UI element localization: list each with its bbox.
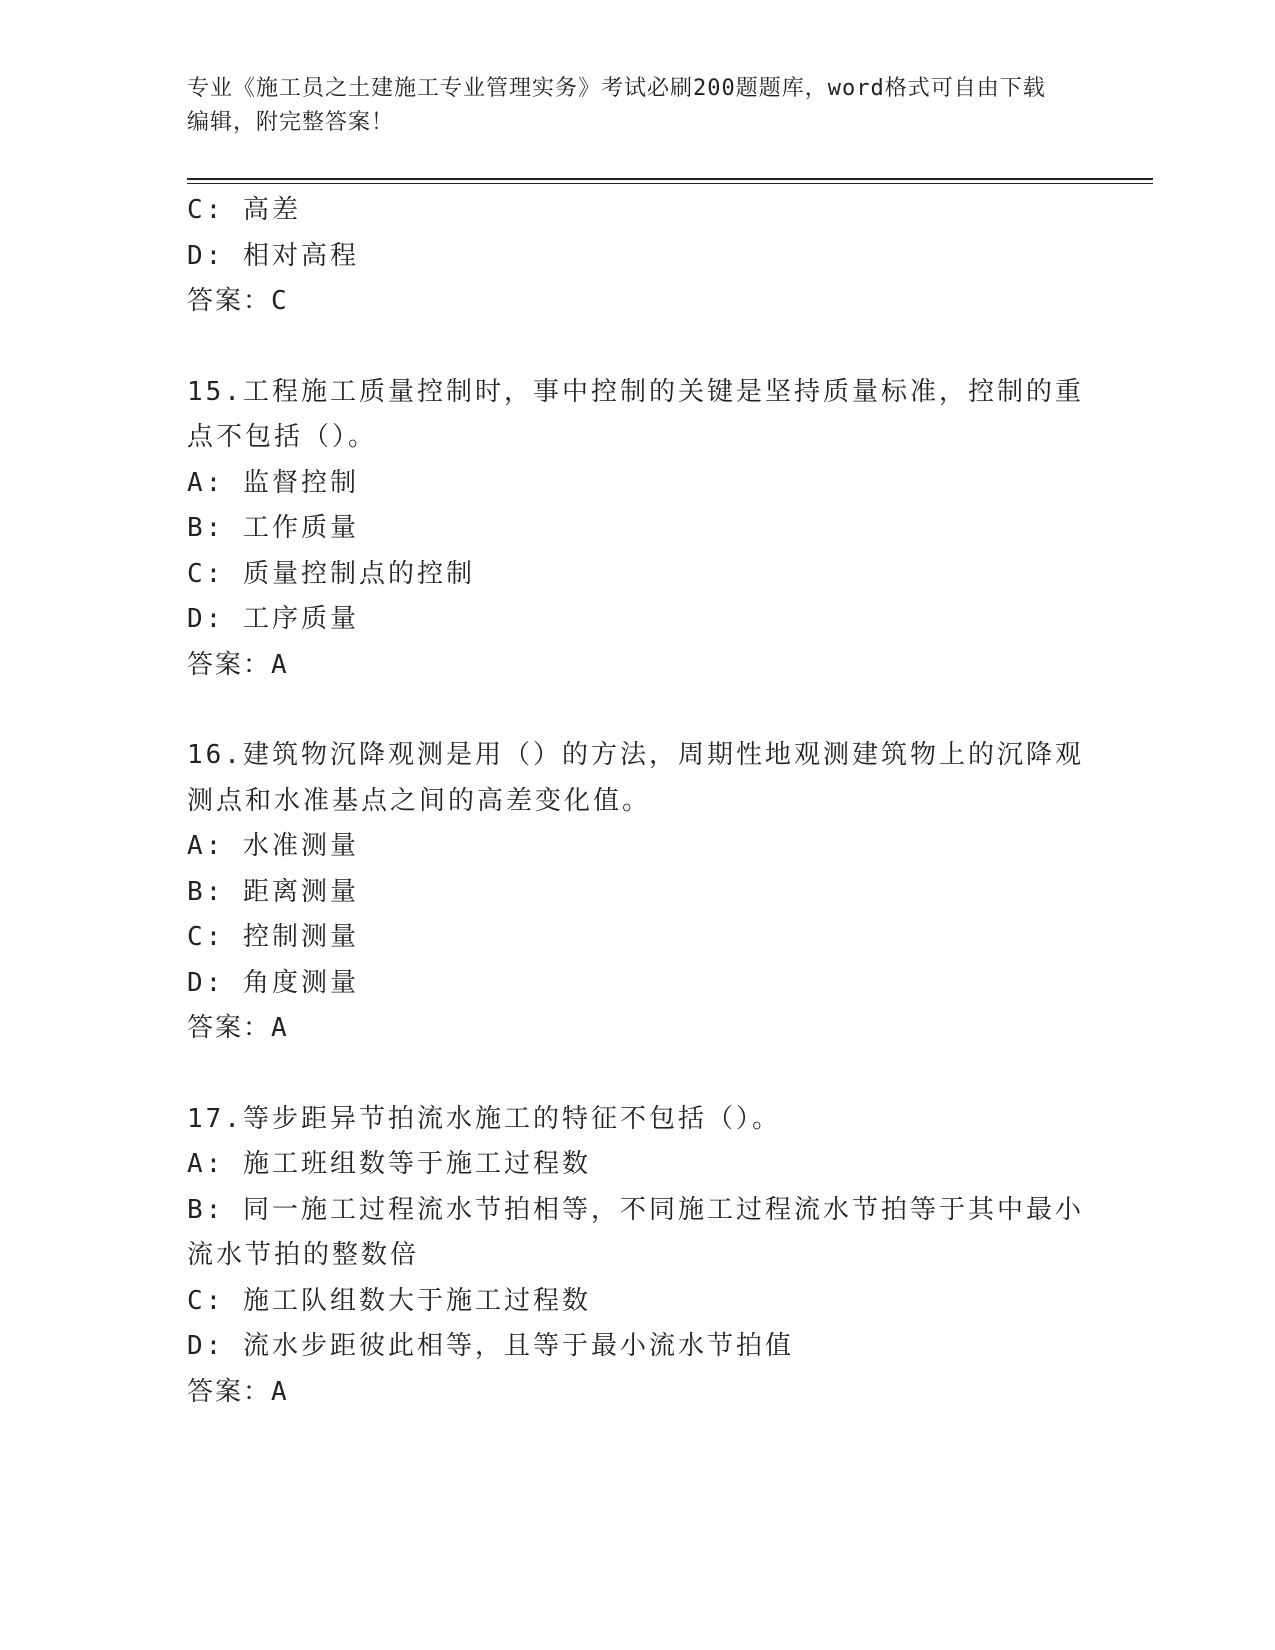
- option-d: D: 流水步距彼此相等，且等于最小流水节拍值: [187, 1331, 794, 1361]
- option-b: B: 距离测量: [187, 876, 359, 907]
- answer-line: 答案：C: [187, 286, 289, 316]
- option-c: C: 质量控制点的控制: [187, 558, 475, 589]
- option-a: A: 水准测量: [187, 831, 359, 861]
- option-d: D: 工序质量: [187, 604, 359, 634]
- option-c: C: 高差: [187, 195, 301, 225]
- spacer: [187, 1052, 1087, 1097]
- option-c: C: 控制测量: [187, 922, 359, 952]
- option-b: B: 同一施工过程流水节拍相等，不同施工过程流水节拍等于其中最小: [187, 1194, 1084, 1225]
- document-header: 专业《施工员之土建施工专业管理实务》考试必刷200题题库，word格式可自由下载编辑，附完整答案！: [187, 76, 1046, 135]
- question-stem: 15.工程施工质量控制时，事中控制的关键是坚持质量标准，控制的重: [187, 376, 1084, 407]
- option-c: C: 施工队组数大于施工过程数: [187, 1285, 591, 1316]
- question-content: [187, 188, 1087, 1415]
- spacer: [187, 325, 1087, 370]
- option-a: A: 监督控制: [187, 467, 359, 498]
- question-stem: 17.等步距异节拍流水施工的特征不包括（）。: [187, 1103, 781, 1134]
- question-14-continuation: [187, 188, 1087, 325]
- question-15: [187, 370, 1087, 689]
- option-d: D: 角度测量: [187, 967, 359, 998]
- header-rule-thick: [187, 178, 1153, 180]
- question-17: [187, 1097, 1087, 1416]
- option-a: A: 施工班组数等于施工过程数: [187, 1149, 591, 1179]
- question-16: [187, 733, 1087, 1052]
- spacer: [187, 688, 1087, 733]
- question-stem: 点不包括（）。: [187, 422, 378, 452]
- answer-line: 答案：A: [187, 1013, 289, 1043]
- question-stem: 16.建筑物沉降观测是用（）的方法，周期性地观测建筑物上的沉降观: [187, 740, 1084, 770]
- question-stem: 测点和水准基点之间的高差变化值。: [187, 785, 652, 816]
- answer-line: 答案：A: [187, 1376, 289, 1407]
- answer-line: 答案：A: [187, 649, 289, 680]
- header-rule-thin: [187, 183, 1153, 184]
- option-b: B: 工作质量: [187, 513, 359, 543]
- option-b: 流水节拍的整数倍: [187, 1240, 420, 1270]
- option-d: D: 相对高程: [187, 240, 359, 271]
